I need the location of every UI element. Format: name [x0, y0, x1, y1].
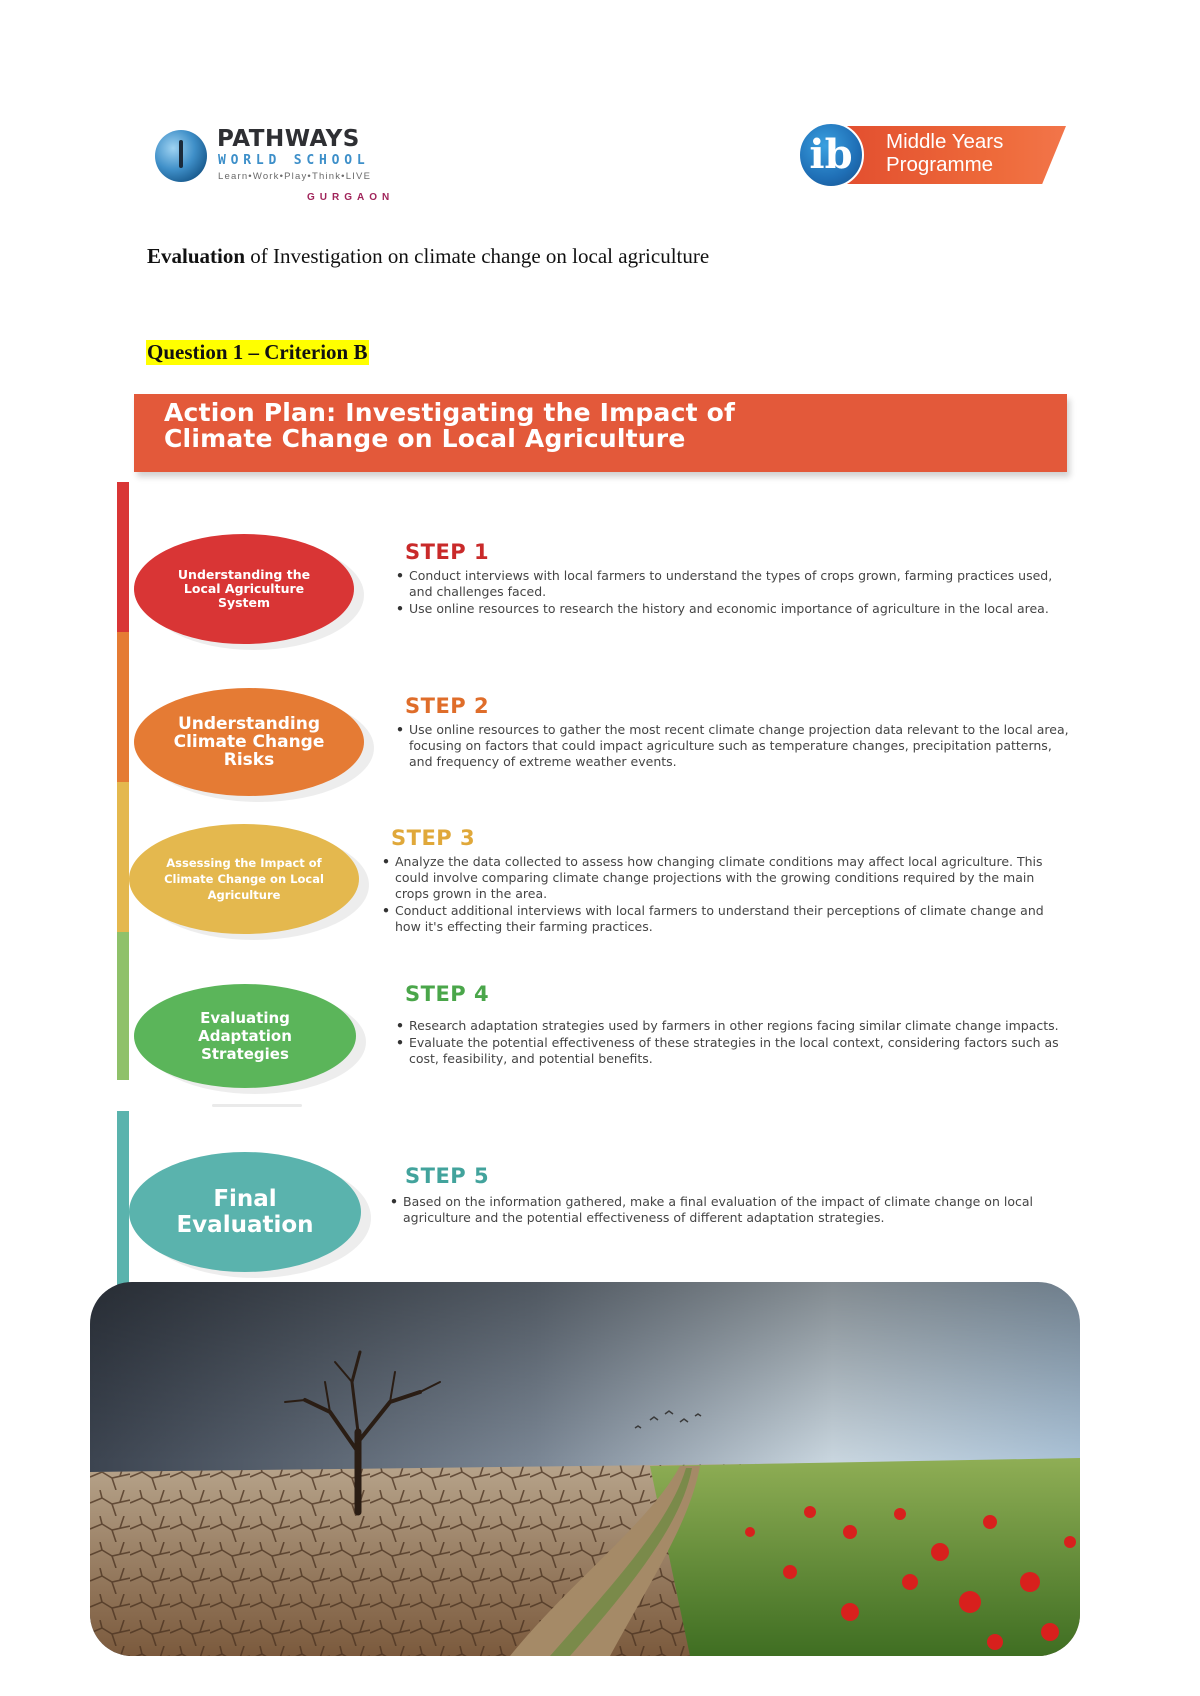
step-3-bullets [381, 854, 1071, 936]
separator [212, 1104, 302, 1107]
step-2-circle: Understanding Climate Change Risks [134, 688, 364, 796]
timeline-rail-step-3 [117, 782, 129, 932]
school-city: GURGAON [307, 192, 395, 203]
ib-line-2: Programme [886, 153, 994, 176]
step-1-title: STEP 1 [405, 540, 490, 564]
step-5-title: STEP 5 [405, 1164, 490, 1188]
step-4-circle: Evaluating Adaptation Strategies [134, 984, 356, 1088]
step-1-circle: Understanding the Local Agriculture System [134, 534, 354, 644]
ib-programme-text [886, 130, 1003, 176]
step-2-bullets [395, 722, 1075, 771]
step-4-title: STEP 4 [405, 982, 490, 1006]
step-3-bullet: • Analyze the data collected to assess how changing climate conditions may affect local agriculture. This could involve comparing climate change projections with the growing conditions required by the main crops grown in the area. [381, 854, 1071, 902]
document-title-bold: Evaluation [147, 244, 246, 268]
school-name: PATHWAYS [217, 126, 360, 152]
step-3-title: STEP 3 [391, 826, 476, 850]
infographic-title-line-1: Action Plan: Investigating the Impact of [164, 398, 736, 427]
timeline-rail-step-1 [117, 482, 129, 632]
timeline-rail-step-5 [117, 1111, 129, 1294]
school-subtitle: WORLD SCHOOL [218, 153, 370, 168]
step-1-bullets [395, 568, 1075, 618]
step-4-bullets [395, 1018, 1075, 1068]
step-3-circle: Assessing the Impact of Climate Change on Local Agriculture [129, 824, 359, 934]
step-1-bullet: • Conduct interviews with local farmers to understand the types of crops grown, farming practices used, and challenges faced. [395, 568, 1075, 600]
step-2-bullet: • Use online resources to gather the most recent climate change projection data relevant to the local area, focusing on factors that could impact agriculture such as temperature changes, precipitation patterns, and frequency of extreme weather events. [395, 722, 1075, 770]
action-plan-infographic [117, 384, 1085, 1294]
ib-myp-logo [798, 122, 1068, 188]
ib-mark-icon: ib [798, 122, 864, 188]
document-title-rest: of Investigation on climate change on local agriculture [245, 244, 710, 268]
timeline-rail-step-2 [117, 632, 129, 782]
infographic-title [164, 400, 735, 452]
document-title [147, 244, 709, 269]
step-5-bullet: • Based on the information gathered, make a final evaluation of the impact of climate change on local agriculture and the potential effectiveness of different adaptation strategies. [389, 1194, 1079, 1226]
step-4-bullet: • Research adaptation strategies used by farmers in other regions facing similar climate change impacts. [395, 1018, 1075, 1034]
step-1-bullet: • Use online resources to research the history and economic importance of agriculture in the local area. [395, 601, 1075, 617]
infographic-title-bar [134, 394, 1067, 472]
landscape-illustration [90, 1282, 1080, 1656]
timeline-rail-step-4 [117, 932, 129, 1080]
infographic-title-line-2: Climate Change on Local Agriculture [164, 424, 686, 453]
globe-icon [155, 130, 207, 182]
step-5-bullets [389, 1194, 1079, 1227]
step-5-circle: Final Evaluation [129, 1152, 361, 1272]
pathways-school-logo [155, 126, 415, 206]
step-2-title: STEP 2 [405, 694, 490, 718]
ib-line-1: Middle Years [886, 130, 1004, 153]
school-tagline: Learn•Work•Play•Think•LIVE [218, 171, 372, 182]
climate-contrast-landscape-image [90, 1282, 1080, 1656]
step-3-bullet: • Conduct additional interviews with local farmers to understand their perceptions of climate change and how it's effecting their farming practices. [381, 903, 1071, 935]
step-4-bullet: • Evaluate the potential effectiveness of these strategies in the local context, considering factors such as cost, feasibility, and potential benefits. [395, 1035, 1075, 1067]
question-label: Question 1 – Criterion B [147, 340, 368, 364]
